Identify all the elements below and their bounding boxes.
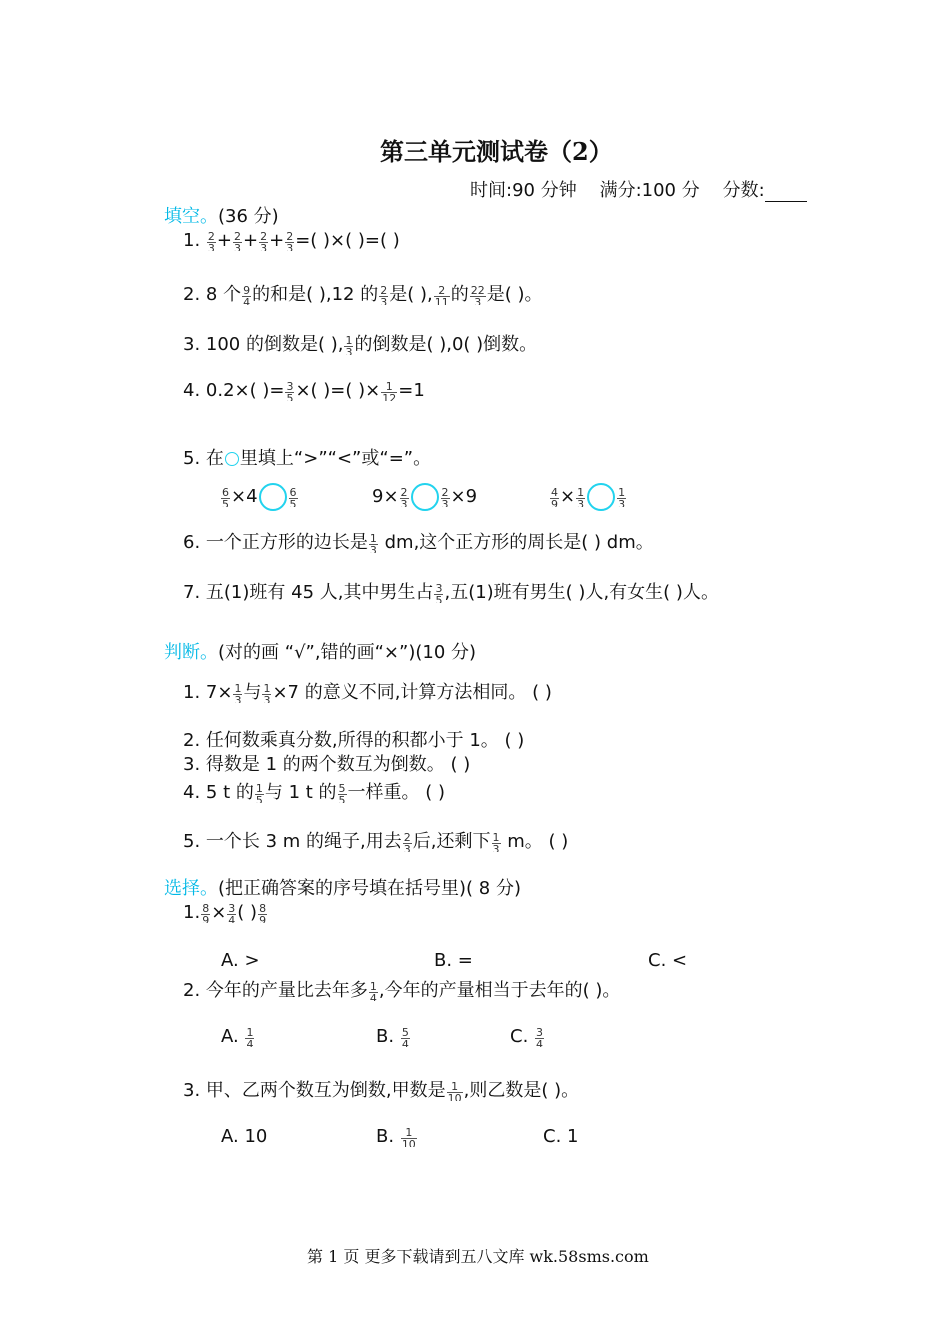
q2-5: 5. 一个长 3 m 的绳子,用去 $\frac{2}{3}$ 后,还剩下 $\frac{1}{3}$ m。 ( ): [183, 831, 569, 852]
section-fill-in-score: (36 分): [218, 206, 279, 227]
option-b[interactable]: B. $\frac{1}{10}$: [376, 1126, 416, 1147]
exam-info: [470, 176, 807, 202]
fraction: $\frac{22}{3}$: [470, 284, 485, 305]
fraction: $\frac{1}{3}$: [263, 682, 271, 703]
q3-3: 3. 甲、乙两个数互为倒数,甲数是 $\frac{1}{10}$ ,则乙数是( )。: [183, 1080, 580, 1101]
section-judge-desc: (对的画 “√”,错的画“×”)(10 分): [218, 642, 477, 663]
fraction: $\frac{3}{5}$: [435, 582, 443, 603]
fraction: $\frac{6}{5}$: [289, 486, 297, 507]
page-footer: 第 1 页 更多下载请到五八文库 wk.58sms.com: [307, 1247, 649, 1266]
q1-5: 5. 在 里填上“>”“<”或“=”。: [183, 448, 432, 469]
fraction: $\frac{2}{3}$: [260, 230, 268, 251]
fraction: $\frac{8}{9}$: [259, 902, 267, 923]
fraction: $\frac{1}{3}$: [492, 831, 500, 852]
fraction: $\frac{3}{5}$: [286, 380, 294, 401]
q1-3: 3. 100 的倒数是( ), $\frac{1}{3}$ 的倒数是( ),0( )倒数。: [183, 334, 538, 355]
compare-1: $\frac{6}{5}$ ×4 $\frac{6}{5}$: [220, 483, 299, 511]
fraction: $\frac{5}{4}$: [401, 1026, 409, 1047]
circle-icon: [225, 452, 239, 466]
fraction: $\frac{6}{5}$: [222, 486, 229, 507]
fraction: $\frac{3}{4}$: [536, 1026, 544, 1047]
option-a[interactable]: A. 10: [221, 1126, 268, 1147]
section-judge-label: 判断。: [164, 642, 218, 663]
fraction: $\frac{2}{11}$: [434, 284, 449, 305]
section-fill-in: [164, 202, 279, 228]
q1-7: 7. 五(1)班有 45 人,其中男生占 $\frac{3}{5}$ ,五(1)班有男生( )人,有女生( )人。: [183, 582, 719, 603]
fraction: $\frac{9}{4}$: [243, 284, 251, 305]
q1-6: 6. 一个正方形的边长是 $\frac{1}{3}$ dm,这个正方形的周长是( ) dm。: [183, 532, 654, 553]
fraction: $\frac{1}{3}$: [369, 532, 377, 553]
option-b[interactable]: B. =: [434, 950, 473, 971]
option-b[interactable]: B. $\frac{5}{4}$: [376, 1026, 409, 1047]
option-c[interactable]: C. $\frac{3}{4}$: [510, 1026, 544, 1047]
q-number: 1.: [183, 230, 201, 251]
fraction: $\frac{2}{3}$: [286, 230, 294, 251]
compare-2: 9× $\frac{2}{3}$ $\frac{2}{3}$ ×9: [372, 483, 477, 511]
q1-2: 2. 8 个 $\frac{9}{4}$ 的和是( ),12 的 $\frac{2}{3}$ 是( ), $\frac{2}{11}$ 的 $\frac{22}{3}$ 是( )。: [183, 284, 543, 305]
fraction: $\frac{2}{3}$: [380, 284, 388, 305]
fraction: $\frac{2}{3}$: [207, 230, 215, 251]
fraction: $\frac{8}{9}$: [202, 902, 210, 923]
fraction: $\frac{1}{12}$: [382, 380, 397, 401]
answer-blanks[interactable]: =( )×( )=( ): [295, 230, 400, 251]
fraction: $\frac{3}{4}$: [228, 902, 236, 923]
option-c[interactable]: C. <: [648, 950, 688, 971]
score-blank[interactable]: [765, 185, 807, 202]
section-judge: [164, 638, 476, 664]
fraction: $\frac{1}{5}$: [255, 782, 263, 803]
fraction: $\frac{1}{4}$: [369, 980, 377, 1001]
q1-1: 1. $\frac{2}{3}$ + $\frac{2}{3}$ + $\frac{2}{3}$ + $\frac{2}{3}$ =( )×( )=( ): [183, 230, 400, 251]
fraction: $\frac{2}{3}$: [400, 486, 408, 507]
fraction: $\frac{2}{3}$: [234, 230, 242, 251]
full-score-label: 满分:100 分: [599, 180, 700, 201]
compare-circle[interactable]: [259, 483, 287, 511]
fraction: $\frac{1}{3}$: [234, 682, 242, 703]
fraction: $\frac{2}{3}$: [441, 486, 449, 507]
q3-2: 2. 今年的产量比去年多 $\frac{1}{4}$ ,今年的产量相当于去年的( )。: [183, 980, 621, 1001]
q2-2: 2. 任何数乘真分数,所得的积都小于 1。 ( ): [183, 730, 525, 751]
score-label: 分数:: [722, 180, 765, 201]
compare-circle[interactable]: [411, 483, 439, 511]
fraction: $\frac{1}{4}$: [246, 1026, 254, 1047]
fraction: $\frac{2}{3}$: [403, 831, 411, 852]
q1-4: 4. 0.2×( )= $\frac{3}{5}$ ×( )=( )× $\frac{1}{12}$ =1: [183, 380, 425, 401]
fraction: $\frac{5}{5}$: [338, 782, 346, 803]
q3-1: 1. $\frac{8}{9}$ × $\frac{3}{4}$ ( ) $\frac{8}{9}$: [183, 902, 267, 923]
fraction: $\frac{1}{3}$: [345, 334, 353, 355]
option-c[interactable]: C. 1: [543, 1126, 579, 1147]
section-choice-desc: (把正确答案的序号填在括号里)( 8 分): [218, 878, 521, 899]
fraction: $\frac{1}{10}$: [401, 1126, 416, 1147]
section-fill-in-label: 填空。: [164, 206, 218, 227]
fraction: $\frac{1}{3}$: [577, 486, 585, 507]
time-label: 时间:90 分钟: [470, 180, 577, 201]
page-title: 第三单元测试卷（2）: [380, 137, 613, 166]
fraction: $\frac{1}{10}$: [447, 1080, 462, 1101]
fraction: $\frac{4}{9}$: [551, 486, 558, 507]
option-a[interactable]: A. >: [221, 950, 260, 971]
compare-3: $\frac{4}{9}$ × $\frac{1}{3}$ $\frac{1}{3}$: [549, 483, 627, 511]
q2-4: 4. 5 t 的 $\frac{1}{5}$ 与 1 t 的 $\frac{5}{5}$ 一样重。 ( ): [183, 782, 446, 803]
compare-circle[interactable]: [587, 483, 615, 511]
q2-1: 1. 7× $\frac{1}{3}$ 与 $\frac{1}{3}$ ×7 的意义不同,计算方法相同。 ( ): [183, 682, 552, 703]
section-choice-label: 选择。: [164, 878, 218, 899]
q2-3: 3. 得数是 1 的两个数互为倒数。 ( ): [183, 754, 471, 775]
fraction: $\frac{1}{3}$: [618, 486, 626, 507]
option-a[interactable]: A. $\frac{1}{4}$: [221, 1026, 254, 1047]
section-choice: [164, 874, 521, 900]
